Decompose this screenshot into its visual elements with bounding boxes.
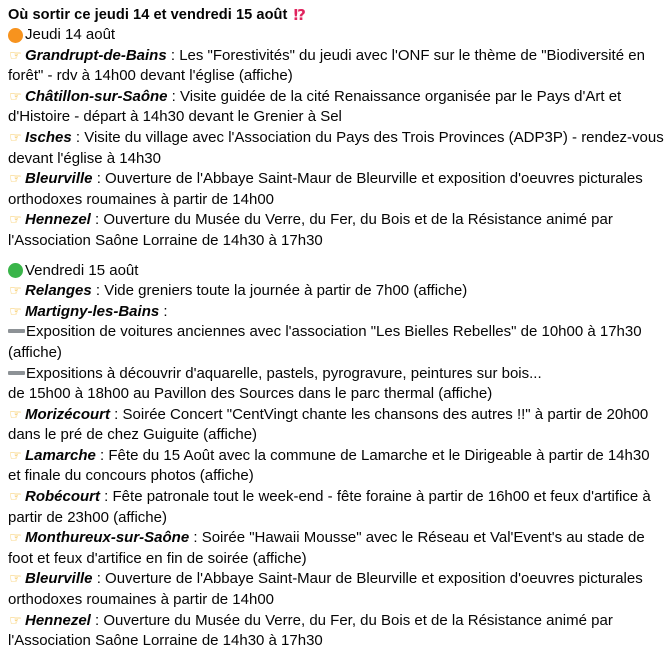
- minus-icon: [8, 371, 25, 375]
- event-item: [8, 446, 666, 487]
- event-text: Visite guidée de la cité Renaissance organisée par le Pays d'Art et d'Histoire - départ à 14h30 devant le Grenier à Sel: [8, 87, 622, 126]
- pointing-hand-icon: ☞: [9, 212, 22, 229]
- event-place: Monthureux-sur-Saône: [25, 529, 190, 547]
- friday-events: [8, 281, 666, 322]
- sub-item: [8, 364, 666, 385]
- event-place: Bleurville: [25, 170, 93, 188]
- event-place: Grandrupt-de-Bains: [25, 46, 167, 64]
- event-separator: :: [166, 46, 180, 64]
- post-title-text: Où sortir ce jeudi 14 et vendredi 15 août: [8, 7, 288, 23]
- event-place: Hennezel: [25, 211, 91, 229]
- event-item: [8, 87, 666, 128]
- thursday-events: [8, 46, 666, 252]
- pointing-hand-icon: ☞: [9, 303, 22, 320]
- event-place: Robécourt: [25, 488, 100, 506]
- martigny-sub-items: [8, 322, 666, 404]
- event-item: [8, 128, 666, 169]
- event-separator: :: [159, 302, 168, 320]
- post-body: [8, 0, 666, 652]
- friday-more-events: [8, 405, 666, 652]
- event-item: [8, 487, 666, 528]
- event-text: Ouverture du Musée du Verre, du Fer, du Bois et de la Résistance animé par l'Association Saône Lorraine de 14h30 à 17h30: [8, 611, 613, 650]
- day-label: Vendredi 15 août: [25, 261, 139, 279]
- pointing-hand-icon: ☞: [9, 530, 22, 547]
- pointing-hand-icon: ☞: [9, 447, 22, 464]
- event-item: [8, 281, 666, 302]
- pointing-hand-icon: ☞: [9, 171, 22, 188]
- day-heading-thursday: [8, 25, 666, 46]
- event-item: [8, 611, 666, 652]
- pointing-hand-icon: ☞: [9, 283, 22, 300]
- event-text: Ouverture de l'Abbaye Saint-Maur de Bleurville et exposition d'oeuvres picturales orthodoxes roumaines à partir de 14h00: [8, 570, 643, 609]
- green-circle-icon: [8, 263, 23, 278]
- event-text: Soirée "Hawaii Mousse" avec le Réseau et Val'Event's au stade de foot et feux d'artifice en fin de soirée (affiche): [8, 529, 645, 567]
- pointing-hand-icon: ☞: [9, 612, 22, 629]
- sub-item-text: Expositions à découvrir d'aquarelle, pastels, pyrogravure, peintures sur bois...: [26, 364, 542, 382]
- event-separator: :: [90, 611, 104, 629]
- event-text: Fête patronale tout le week-end - fête foraine à partir de 16h00 et feux d'artifice à partir de 23h00 (affiche): [8, 488, 651, 526]
- event-place: Châtillon-sur-Saône: [25, 87, 168, 105]
- minus-icon: [8, 329, 25, 333]
- pointing-hand-icon: ☞: [9, 88, 22, 105]
- event-place: Lamarche: [25, 446, 96, 464]
- event-separator: :: [95, 446, 109, 464]
- event-item: [8, 528, 666, 569]
- pointing-hand-icon: ☞: [9, 489, 22, 506]
- event-separator: :: [71, 128, 85, 146]
- event-place: Bleurville: [25, 570, 93, 588]
- event-separator: :: [110, 405, 123, 423]
- pointing-hand-icon: ☞: [9, 129, 22, 146]
- exclamation-question-icon: ⁉: [293, 7, 307, 24]
- day-label: Jeudi 14 août: [25, 26, 116, 43]
- sub-item: [8, 322, 666, 363]
- event-place: Hennezel: [25, 611, 91, 629]
- event-item: [8, 405, 666, 446]
- event-text: Soirée Concert "CentVingt chante les chansons des autres !!" à partir de 20h00 dans le pré de chez Guiguite (affiche): [8, 405, 649, 444]
- event-item: [8, 169, 666, 210]
- event-item: [8, 210, 666, 251]
- event-item: [8, 46, 666, 87]
- event-text: Ouverture du Musée du Verre, du Fer, du Bois et de la Résistance animé par l'Association Saône Lorraine de 14h30 à 17h30: [8, 211, 613, 249]
- event-text: Ouverture de l'Abbaye Saint-Maur de Bleurville et exposition d'oeuvres picturales orthodoxes roumaines à partir de 14h00: [8, 170, 643, 208]
- post-title: [8, 5, 666, 25]
- event-text: Les "Forestivités" du jeudi avec l'ONF sur le thème de "Biodiversité en forêt" - rdv à 14h00 devant l'église (affiche): [8, 46, 645, 85]
- orange-circle-icon: [8, 28, 23, 43]
- event-text: Visite du village avec l'Association du Pays des Trois Provinces (ADP3P) - rendez-vous devant l'église à 14h30: [8, 128, 664, 167]
- event-separator: :: [90, 211, 104, 229]
- event-separator: :: [100, 488, 113, 506]
- event-text: Vide greniers toute la journée à partir de 7h00 (affiche): [104, 282, 468, 300]
- event-place: Morizécourt: [25, 405, 111, 423]
- sub-item-continuation: de 15h00 à 18h00 au Pavillon des Sources dans le parc thermal (affiche): [8, 385, 493, 403]
- event-separator: :: [189, 529, 202, 547]
- event-text: Fête du 15 Août avec la commune de Lamarche et le Dirigeable à partir de 14h30 et finale du concours photos (affiche): [8, 446, 650, 485]
- day-heading-friday: [8, 261, 666, 282]
- pointing-hand-icon: ☞: [9, 47, 22, 64]
- event-separator: :: [91, 282, 105, 300]
- event-place: Relanges: [25, 282, 92, 300]
- event-place: Isches: [25, 128, 72, 146]
- event-item: [8, 569, 666, 610]
- event-item: [8, 302, 666, 323]
- event-separator: :: [92, 170, 106, 188]
- pointing-hand-icon: ☞: [9, 406, 22, 423]
- event-separator: :: [92, 570, 106, 588]
- event-place: Martigny-les-Bains: [25, 302, 160, 320]
- pointing-hand-icon: ☞: [9, 571, 22, 588]
- event-separator: :: [167, 87, 181, 105]
- sub-item-text: Exposition de voitures anciennes avec l'association "Les Bielles Rebelles" de 10h00 à 17h30 (affiche): [8, 323, 642, 361]
